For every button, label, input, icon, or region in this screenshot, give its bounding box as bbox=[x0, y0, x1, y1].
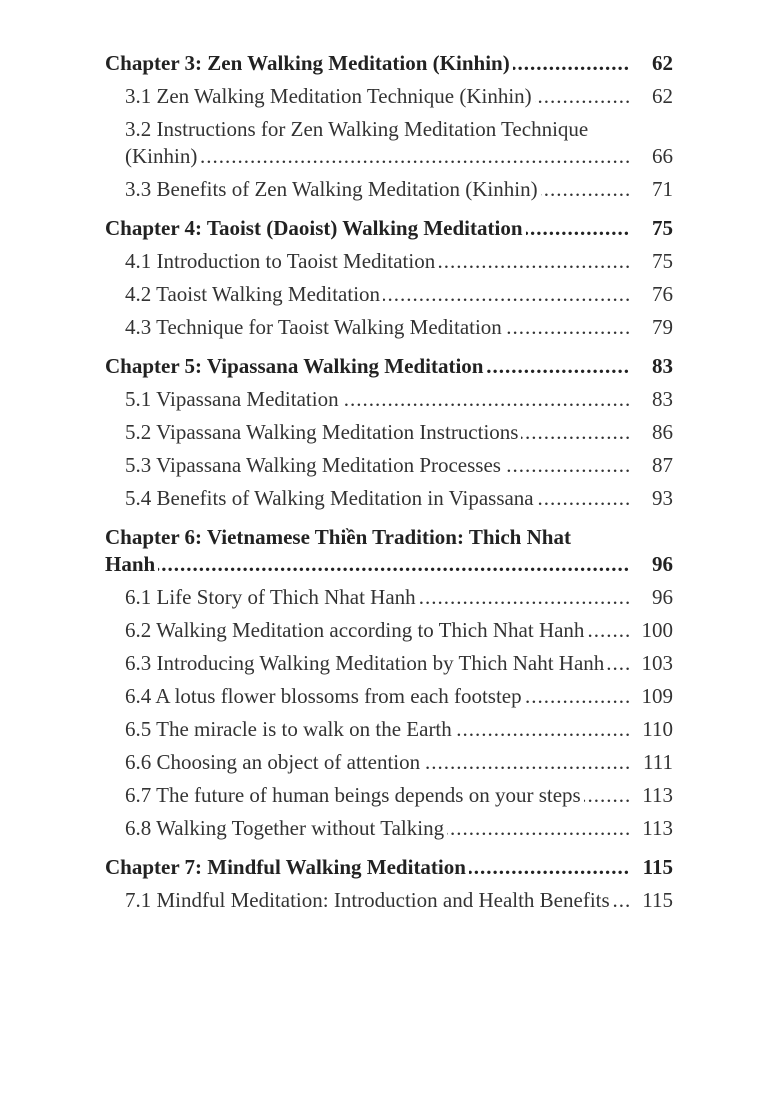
entry-title: Chapter 4: Taoist (Daoist) Walking Meditation bbox=[105, 216, 526, 240]
toc-chapter-entry bbox=[105, 854, 673, 881]
page-number: 93 bbox=[652, 486, 673, 510]
entry-title: 7.1 Mindful Meditation: Introduction and Health Benefits bbox=[125, 888, 613, 912]
entry-title: 4.2 Taoist Walking Meditation bbox=[125, 282, 383, 306]
page-number: 79 bbox=[652, 315, 673, 339]
page-number: 62 bbox=[652, 51, 673, 75]
entry-title: Chapter 3: Zen Walking Meditation (Kinhin) bbox=[105, 51, 513, 75]
page-number: 96 bbox=[652, 585, 673, 609]
toc-section-entry bbox=[125, 176, 673, 203]
entry-title: 4.1 Introduction to Taoist Meditation bbox=[125, 249, 438, 273]
toc-section-entry bbox=[125, 683, 673, 710]
entry-title: 6.6 Choosing an object of attention bbox=[125, 750, 423, 774]
entry-title: 5.4 Benefits of Walking Meditation in Vipassana bbox=[125, 486, 537, 510]
page-number: 87 bbox=[652, 453, 673, 477]
toc-section-entry bbox=[125, 485, 673, 512]
page-number: 83 bbox=[652, 354, 673, 378]
page-number: 109 bbox=[641, 684, 673, 708]
table-of-contents bbox=[105, 50, 673, 920]
page-number: 75 bbox=[652, 216, 673, 240]
toc-chapter-entry bbox=[105, 353, 673, 380]
page-number: 62 bbox=[652, 84, 673, 108]
entry-title: 5.2 Vipassana Walking Meditation Instructions bbox=[125, 420, 521, 444]
toc-section-entry bbox=[125, 116, 673, 170]
entry-title: Chapter 7: Mindful Walking Meditation bbox=[105, 855, 469, 879]
page-number: 75 bbox=[652, 249, 673, 273]
toc-section-entry bbox=[125, 314, 673, 341]
toc-section-entry bbox=[125, 650, 673, 677]
page-number: 111 bbox=[643, 750, 673, 774]
dot-leader bbox=[125, 143, 629, 170]
entry-title: 6.7 The future of human beings depends on your steps bbox=[125, 783, 584, 807]
entry-title: 5.1 Vipassana Meditation bbox=[125, 387, 342, 411]
entry-title: 3.2 Instructions for Zen Walking Meditation Technique (Kinhin) bbox=[125, 117, 589, 168]
entry-title: 6.2 Walking Meditation according to Thich Nhat Hanh bbox=[125, 618, 587, 642]
toc-section-entry bbox=[125, 887, 673, 914]
page-number: 71 bbox=[652, 177, 673, 201]
page-number: 113 bbox=[642, 816, 673, 840]
dot-leader bbox=[105, 551, 629, 578]
toc-section-entry bbox=[125, 716, 673, 743]
page-number: 113 bbox=[642, 783, 673, 807]
toc-section-entry bbox=[125, 386, 673, 413]
toc-section-entry bbox=[125, 749, 673, 776]
page-number: 86 bbox=[652, 420, 673, 444]
page-number: 115 bbox=[642, 888, 673, 912]
entry-title: 6.1 Life Story of Thich Nhat Hanh bbox=[125, 585, 419, 609]
toc-chapter-entry bbox=[105, 215, 673, 242]
page-number: 66 bbox=[652, 144, 673, 168]
entry-title: 3.1 Zen Walking Meditation Technique (Kinhin) bbox=[125, 84, 535, 108]
toc-section-entry bbox=[125, 584, 673, 611]
toc-section-entry bbox=[125, 815, 673, 842]
page-number: 115 bbox=[642, 855, 673, 879]
toc-section-entry bbox=[125, 617, 673, 644]
entry-title: 6.3 Introducing Walking Meditation by Thich Naht Hanh bbox=[125, 651, 607, 675]
entry-title: 6.5 The miracle is to walk on the Earth bbox=[125, 717, 455, 741]
entry-title: 3.3 Benefits of Zen Walking Meditation (Kinhin) bbox=[125, 177, 541, 201]
page-number: 76 bbox=[652, 282, 673, 306]
toc-section-entry bbox=[125, 83, 673, 110]
page-number: 110 bbox=[642, 717, 673, 741]
entry-title: 6.8 Walking Together without Talking bbox=[125, 816, 447, 840]
entry-title: 4.3 Technique for Taoist Walking Meditation bbox=[125, 315, 505, 339]
entry-title: 5.3 Vipassana Walking Meditation Processes bbox=[125, 453, 504, 477]
entry-title: 6.4 A lotus flower blossoms from each footstep bbox=[125, 684, 525, 708]
page-number: 103 bbox=[641, 651, 673, 675]
toc-section-entry bbox=[125, 419, 673, 446]
toc-section-entry bbox=[125, 281, 673, 308]
toc-section-entry bbox=[125, 248, 673, 275]
toc-chapter-entry bbox=[105, 524, 673, 578]
page-number: 100 bbox=[641, 618, 673, 642]
toc-section-entry bbox=[125, 452, 673, 479]
entry-title: Chapter 5: Vipassana Walking Meditation bbox=[105, 354, 486, 378]
entry-title: Chapter 6: Vietnamese Thiền Tradition: Thich Nhat Hanh bbox=[105, 525, 571, 576]
page-number: 96 bbox=[652, 552, 673, 576]
toc-section-entry bbox=[125, 782, 673, 809]
page-number: 83 bbox=[652, 387, 673, 411]
toc-chapter-entry bbox=[105, 50, 673, 77]
